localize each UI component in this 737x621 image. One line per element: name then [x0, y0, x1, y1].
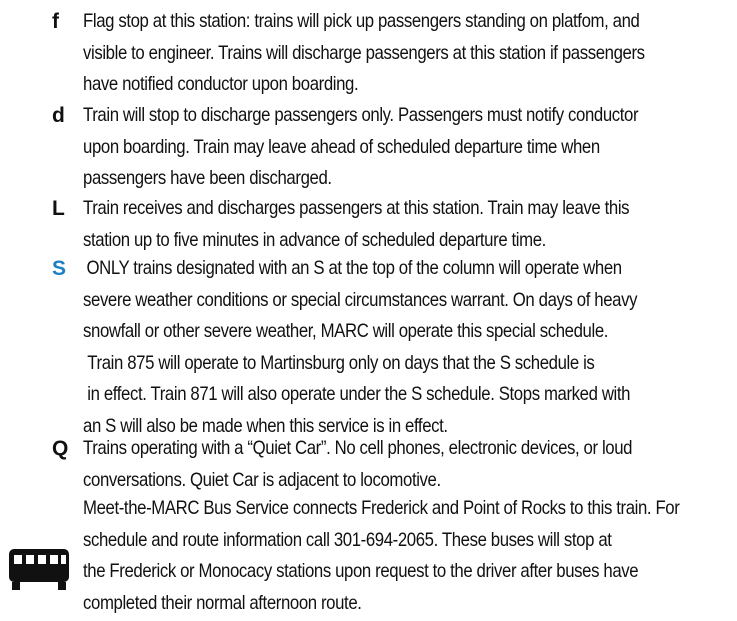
symbol-q: Q	[52, 437, 69, 460]
text-line: visible to engineer. Trains will discharge passengers at this station if passengers	[83, 41, 645, 64]
text-line: Trains operating with a “Quiet Car”. No cell phones, electronic devices, or loud	[83, 437, 633, 459]
text-line: schedule and route information call 301-694-2065. These buses will stop at	[83, 528, 612, 551]
special-schedule-description	[83, 253, 642, 443]
quiet-car-description	[83, 433, 642, 496]
text-line: completed their normal afternoon route.	[83, 591, 362, 614]
text-line: ONLY trains designated with an S at the top of the column will operate when	[86, 257, 622, 279]
text-line: in effect. Train 871 will also operate under the S schedule. Stops marked with	[87, 383, 631, 406]
symbol-l: L	[52, 197, 65, 220]
text-line: Train 875 will operate to Martinsburg only on days that the S schedule is	[87, 351, 595, 374]
text-line: Meet-the-MARC Bus Service connects Frederick and Point of Rocks to this train. For	[83, 497, 680, 519]
text-line: conversations. Quiet Car is adjacent to locomotive.	[83, 468, 441, 491]
bus-icon	[8, 546, 70, 592]
text-line: have notified conductor upon boarding.	[83, 73, 359, 96]
bus-service-description	[83, 493, 680, 619]
symbol-d: d	[52, 104, 65, 127]
flag-stop-description	[83, 6, 645, 101]
text-line: upon boarding. Train may leave ahead of scheduled departure time when	[83, 135, 600, 158]
leave-early-description	[83, 193, 642, 256]
text-line: an S will also be made when this service is in effect.	[83, 414, 448, 437]
text-line: passengers have been discharged.	[83, 167, 332, 190]
text-line: Train receives and discharges passengers at this station. Train may leave this	[83, 197, 630, 219]
text-line: snowfall or other severe weather, MARC will operate this special schedule.	[83, 320, 609, 343]
text-line: Train will stop to discharge passengers only. Passengers must notify conductor	[83, 104, 639, 126]
text-line: severe weather conditions or special circumstances warrant. On days of heavy	[83, 288, 638, 311]
discharge-only-description	[83, 100, 642, 195]
text-line: Flag stop at this station: trains will pick up passengers standing on platfom, and	[83, 10, 640, 32]
text-line: station up to five minutes in advance of scheduled departure time.	[83, 228, 546, 251]
symbol-f: f	[52, 10, 59, 33]
symbol-s: S	[52, 257, 67, 280]
text-line: the Frederick or Monocacy stations upon request to the driver after buses have	[83, 560, 639, 583]
